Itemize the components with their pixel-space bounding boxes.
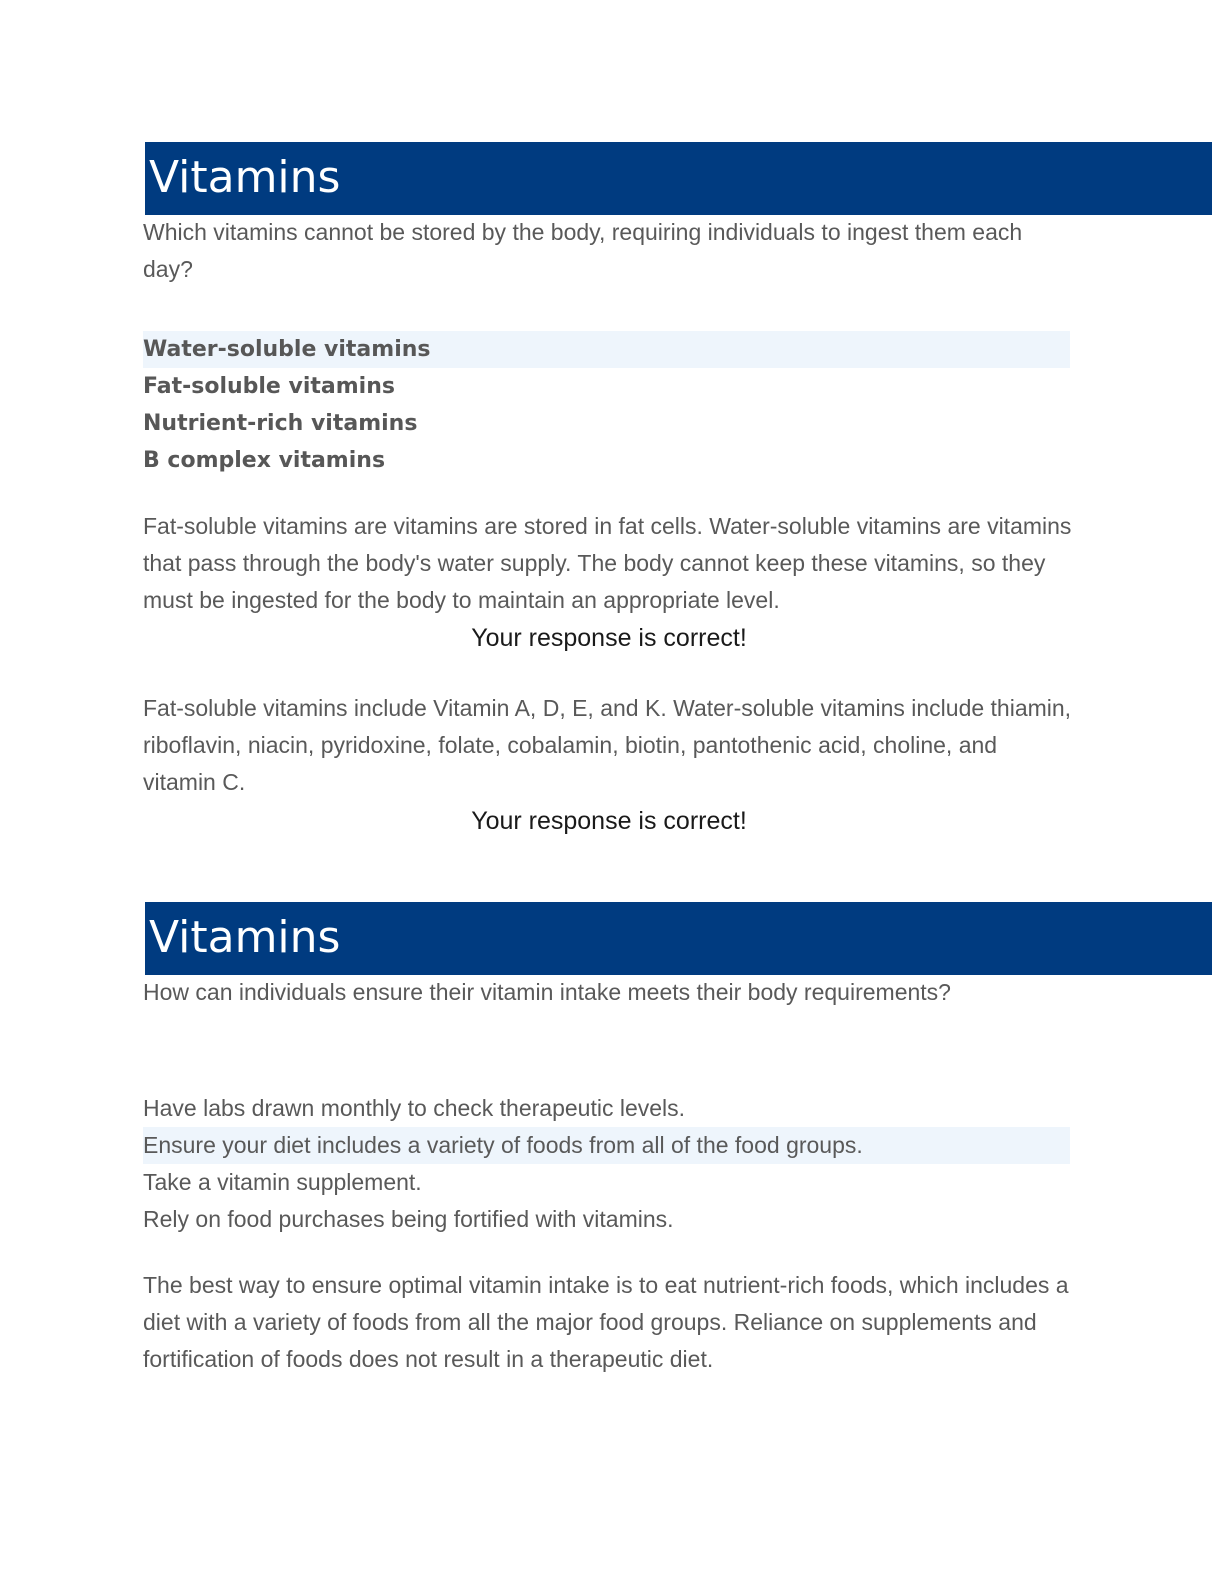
feedback-correct: Your response is correct!	[471, 624, 747, 652]
answer-options	[143, 331, 1070, 479]
answer-option[interactable]: Fat-soluble vitamins	[143, 374, 395, 399]
answer-option[interactable]: B complex vitamins	[143, 448, 386, 473]
answer-option[interactable]: Ensure your diet includes a variety of foods from all of the food groups.	[143, 1127, 1070, 1164]
answer-option[interactable]: Have labs drawn monthly to check therapeutic levels.	[143, 1095, 686, 1121]
answer-option[interactable]: Water-soluble vitamins	[143, 331, 1070, 368]
answer-option[interactable]: Rely on food purchases being fortified with vitamins.	[143, 1206, 674, 1232]
answer-option[interactable]: Nutrient-rich vitamins	[143, 411, 418, 436]
section-header-vitamins-1	[145, 142, 1212, 215]
section-title: Vitamins	[149, 152, 341, 203]
explanation-text: Fat-soluble vitamins include Vitamin A, D, E, and K. Water-soluble vitamins include thiamin, riboflavin, niacin, pyridoxine, folate, cobalamin, biotin, pantothenic acid, choline, and vitamin C.	[143, 695, 1072, 795]
question-text: How can individuals ensure their vitamin intake meets their body requirements?	[143, 979, 951, 1005]
answer-option[interactable]: Take a vitamin supplement.	[143, 1169, 422, 1195]
section-header-vitamins-2	[145, 902, 1212, 975]
question-text: Which vitamins cannot be stored by the body, requiring individuals to ingest them each day?	[143, 219, 1023, 282]
section-title: Vitamins	[149, 912, 341, 963]
explanation-text: The best way to ensure optimal vitamin intake is to eat nutrient-rich foods, which includes a diet with a variety of foods from all the major food groups. Reliance on supplements and fortification of foods does not result in a therapeutic diet.	[143, 1272, 1069, 1372]
feedback-correct: Your response is correct!	[471, 807, 747, 835]
answer-options	[143, 1090, 1070, 1238]
explanation-text: Fat-soluble vitamins are vitamins are stored in fat cells. Water-soluble vitamins are vitamins that pass through the body's water supply. The body cannot keep these vitamins, so they must be ingested for the body to maintain an appropriate level.	[143, 513, 1072, 613]
